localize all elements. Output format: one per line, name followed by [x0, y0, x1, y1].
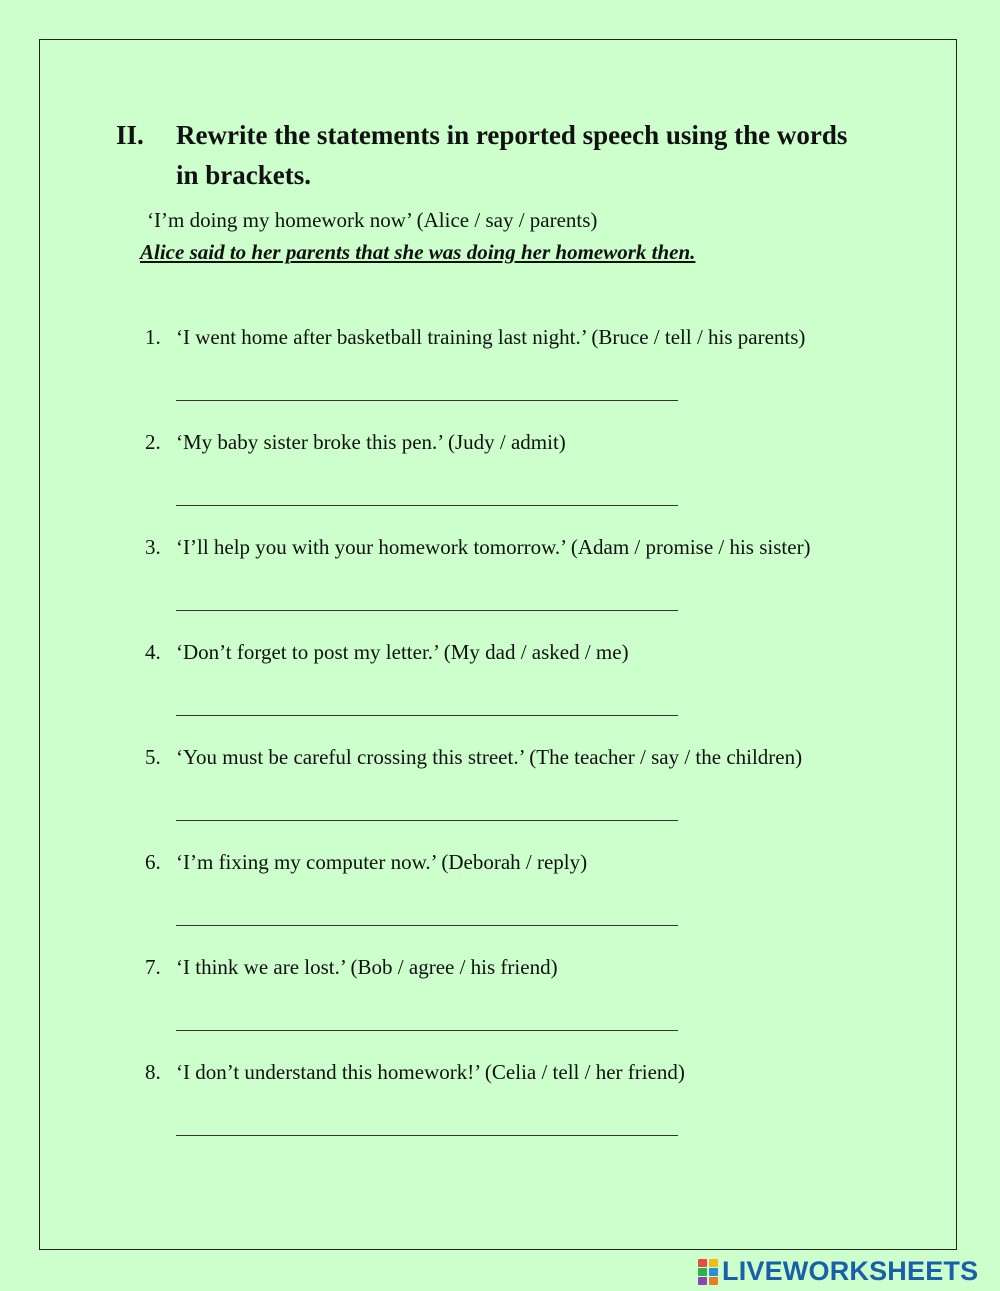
liveworksheets-logo[interactable] [698, 1256, 978, 1287]
question-number: 1. [145, 325, 161, 349]
question-number: 5. [145, 745, 161, 769]
example-answer: Alice said to her parents that she was doing her homework then. [140, 240, 696, 264]
answer-blank-6[interactable] [176, 925, 678, 926]
question-number: 8. [145, 1060, 161, 1084]
answer-blank-4[interactable] [176, 715, 678, 716]
question-text: ‘You must be careful crossing this street.’ (The teacher / say / the children) [176, 745, 803, 769]
brand-name: LIVEWORKSHEETS [722, 1256, 979, 1286]
answer-blank-7[interactable] [176, 1030, 678, 1031]
question-text: ‘My baby sister broke this pen.’ (Judy / admit) [176, 430, 566, 454]
answer-blank-5[interactable] [176, 820, 678, 821]
section-number: II. [116, 120, 144, 150]
question-text: ‘I don’t understand this homework!’ (Celia / tell / her friend) [176, 1060, 685, 1084]
question-text: ‘I’m fixing my computer now.’ (Deborah / reply) [176, 850, 588, 874]
answer-blank-3[interactable] [176, 610, 678, 611]
question-text: ‘I’ll help you with your homework tomorrow.’ (Adam / promise / his sister) [176, 535, 811, 559]
section-instruction: Rewrite the statements in reported speech using the words in brackets. [176, 120, 848, 190]
question-text: ‘I think we are lost.’ (Bob / agree / his friend) [176, 955, 558, 979]
liveworksheets-logo-icon [698, 1259, 720, 1285]
question-number: 7. [145, 955, 161, 979]
question-number: 4. [145, 640, 161, 664]
answer-blank-8[interactable] [176, 1135, 678, 1136]
example-prompt: ‘I’m doing my homework now’ (Alice / say / parents) [147, 208, 598, 232]
question-number: 6. [145, 850, 161, 874]
answer-blank-1[interactable] [176, 400, 678, 401]
question-text: ‘I went home after basketball training last night.’ (Bruce / tell / his parents) [176, 325, 806, 349]
answer-blank-2[interactable] [176, 505, 678, 506]
question-number: 3. [145, 535, 161, 559]
question-number: 2. [145, 430, 161, 454]
question-text: ‘Don’t forget to post my letter.’ (My dad / asked / me) [176, 640, 629, 664]
